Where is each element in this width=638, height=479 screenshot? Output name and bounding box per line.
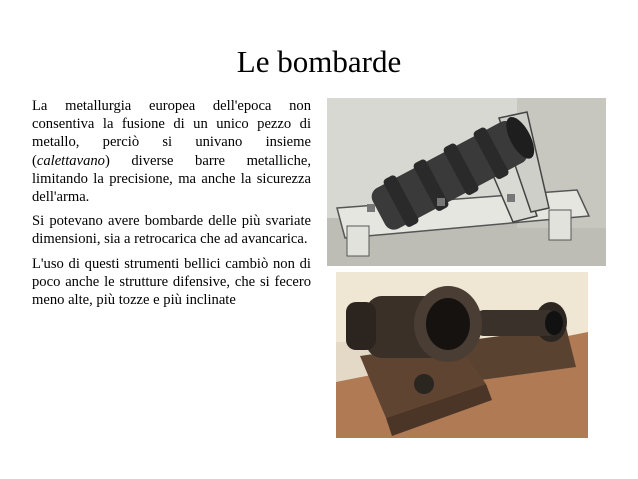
slide-title: Le bombarde bbox=[236, 44, 402, 79]
italic-term-calettavano: calettavano bbox=[36, 152, 105, 169]
paragraph-dimensions: Si potevano avere bombarde delle più svariate dimensioni, sia a retrocarica che ad avancarica. bbox=[32, 213, 311, 248]
paragraph-metallurgy-part1: La metallurgia europea dell'epoca non consentiva la fusione di un unico pezzo di metallo, perciò si univano insieme ( bbox=[32, 98, 311, 169]
paragraph-defensive-structures: L'uso di questi strumenti bellici cambiò non di poco anche le strutture difensive, che si fecero meno alte, più tozze e più inclinate bbox=[32, 255, 311, 309]
paragraph-metallurgy-part2: ) diverse barre metalliche, limitando la precisione, ma anche la sicurezza dell'arma. bbox=[32, 152, 311, 206]
paragraph-metallurgy bbox=[32, 97, 311, 206]
iron-bombards-photo bbox=[336, 272, 588, 438]
slide-body-text bbox=[32, 97, 311, 315]
bombard-carriage-photo bbox=[327, 98, 606, 266]
